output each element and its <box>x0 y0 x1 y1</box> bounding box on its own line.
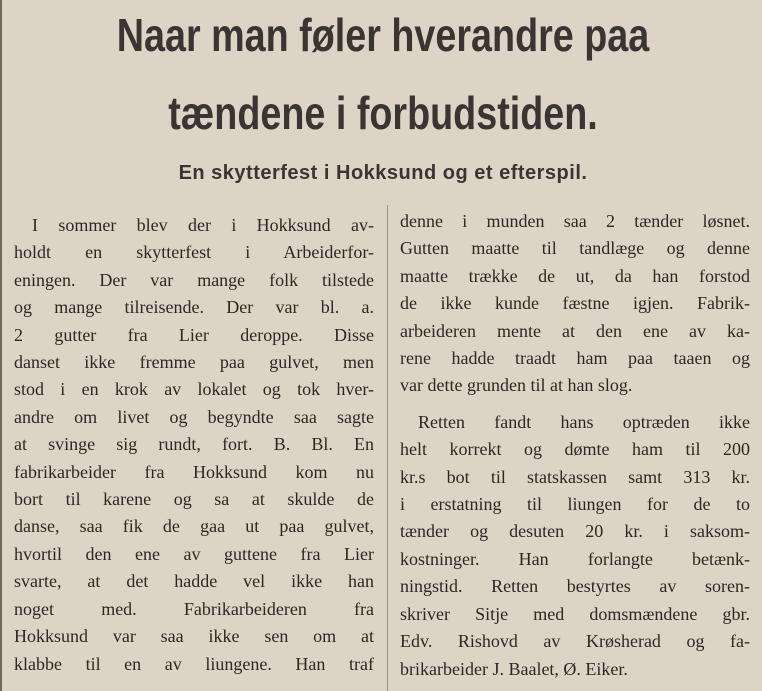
paragraph-gap <box>400 400 750 409</box>
text-line: Retten fandt hans optræden ikke <box>418 411 750 432</box>
column-divider <box>387 205 388 691</box>
text-line: arbeideren mente at den ene av ka- <box>400 320 750 341</box>
headline-line-1: Naar man føler hverandre paa <box>116 9 650 61</box>
text-line: maatte trække de ut, da han forstod <box>400 265 750 286</box>
right-column <box>400 208 750 683</box>
text-line: danset ikke fremme paa gulvet, men <box>14 352 374 373</box>
text-line: eningen. Der var mange folk tilstede <box>14 269 374 290</box>
text-line: danse, saa fik de gaa ut paa gulvet, <box>14 516 374 537</box>
text-line: fabrikarbeider fra Hokksund kom nu <box>14 461 374 482</box>
text-line: andre om livet og begyndte saa sagte <box>14 406 374 427</box>
text-line: Gutten maatte til tandlæge og denne <box>400 238 750 259</box>
text-line: svarte, at det hadde vel ikke han <box>14 571 374 592</box>
text-line: klabbe til en av liungene. Han traf <box>14 653 374 674</box>
text-line: stod i en krok av lokalet og tok hver- <box>14 379 374 400</box>
text-line: denne i munden saa 2 tænder løsnet. <box>400 211 750 231</box>
text-line: kostninger. Han forlangte betænk- <box>400 548 750 569</box>
text-line: i erstatning til liungen for de to <box>400 494 750 515</box>
text-line: skriver Sitje med domsmændene gbr. <box>400 603 750 624</box>
text-line: noget med. Fabrikarbeideren fra <box>14 598 374 619</box>
text-line: I sommer blev der i Hokksund av- <box>32 215 374 235</box>
text-line: Edv. Rishovd av Krøsherad og fa- <box>400 631 750 652</box>
text-line: brikarbeider J. Baalet, Ø. Eiker. <box>400 658 628 679</box>
subheadline: En skytterfest i Hokksund og et efterspil. <box>178 162 588 184</box>
text-line: 2 gutter fra Lier deroppe. Disse <box>14 324 374 345</box>
text-line: bort til karene og sa at skulde de <box>14 489 374 510</box>
text-line: hvortil den ene av guttene fra Lier <box>14 543 374 564</box>
text-line: at svinge sig rundt, fort. B. Bl. En <box>14 434 374 455</box>
left-column <box>14 212 374 678</box>
text-line: og mange tilreisende. Der var bl. a. <box>14 297 374 318</box>
text-line: tænder og desuten 20 kr. i saksom- <box>400 521 750 542</box>
text-line: Hokksund var saa ikke sen om at <box>14 626 374 647</box>
text-line: holdt en skytterfest i Arbeiderfor- <box>14 242 374 263</box>
headline-line-2: tændene i forbudstiden. <box>168 87 598 139</box>
text-line: de ikke kunde fæstne igjen. Fabrik- <box>400 293 750 314</box>
text-line: helt korrekt og dømte ham til 200 <box>400 439 750 460</box>
text-line: var dette grunden til at han slog. <box>400 375 633 396</box>
text-line: rene hadde traadt ham paa taaen og <box>400 348 750 369</box>
text-line: kr.s bot til statskassen samt 313 kr. <box>400 466 750 487</box>
text-line: ningstid. Retten bestyrtes av soren- <box>400 576 750 597</box>
